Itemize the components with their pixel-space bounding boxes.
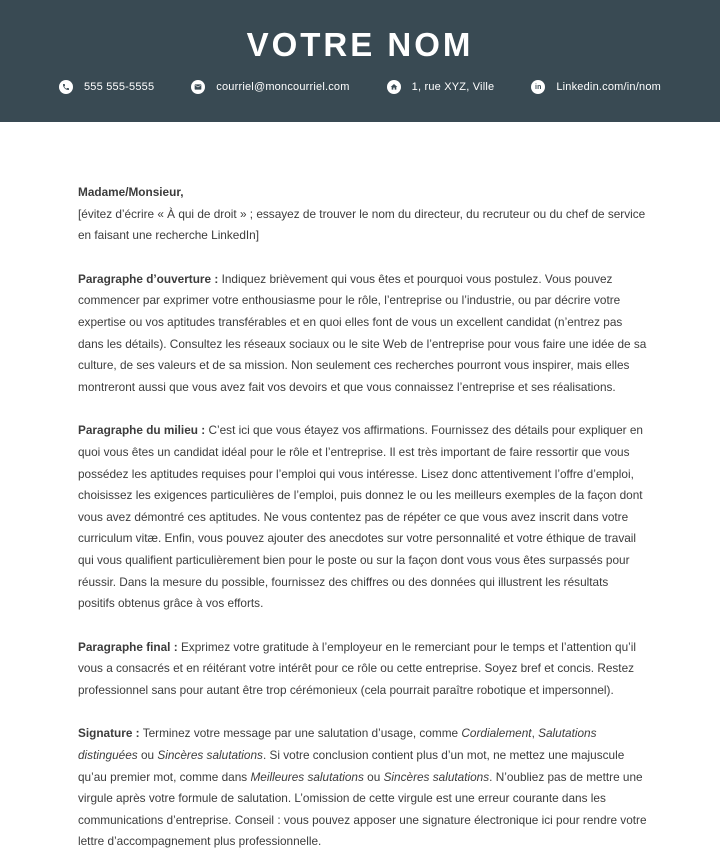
contact-address (387, 80, 495, 94)
signature-seg-8: ou (363, 769, 384, 784)
signature-seg-4: ou (137, 748, 158, 763)
contact-phone (59, 80, 154, 94)
signature-seg-7: Meilleures salutations (250, 769, 364, 784)
signature-seg-10: . N’oubliez pas de mettre une virgule après votre formule de salutation. L’omission de cette virgule est une erreur courante dans les communications d’entreprise. Conseil : vous pouvez apposer une signature électronique ici pour rendre votre lettre d’accompagnement plus professionnelle. (78, 769, 647, 849)
signature-seg-9: Sincères salutations (383, 769, 490, 784)
contact-bar (0, 80, 720, 94)
paragraph-opening-text: Indiquez brièvement qui vous êtes et pourquoi vous postulez. Vous pouvez commencer par exprimer votre enthousiasme pour le rôle, l’entreprise ou l’industrie, ou par décrire votre expertise ou vos aptitudes transférables et en quoi elles font de vous un excellent candidat (n’entrez pas dans les détails). Consultez les réseaux sociaux ou le site Web de l’entreprise pour vous faire une idée de sa culture, de ses valeurs et de sa mission. Non seulement ces recherches pourront vous inspirer, mais elles montreront aussi que vous avez fait vos devoirs et que vous connaissez l’entreprise et ses réalisations. (78, 271, 647, 394)
signature-seg-1: Cordialement (461, 726, 532, 741)
paragraph-middle (78, 420, 648, 614)
greeting: Madame/Monsieur, (78, 185, 184, 199)
contact-email (191, 80, 349, 94)
page-title: VOTRE NOM (246, 26, 474, 63)
phone-number: 555 555-5555 (83, 81, 155, 94)
signature-seg-2: , (531, 726, 539, 741)
paragraph-signature-label: Signature : (78, 726, 140, 741)
letter-body (0, 122, 720, 853)
home-icon (387, 80, 401, 94)
paragraph-final-label: Paragraphe final : (78, 639, 178, 654)
signature-seg-5: Sincères salutations (157, 748, 263, 763)
letter-header (0, 0, 720, 122)
paragraph-signature (78, 723, 648, 853)
email-address: courriel@moncourriel.com (216, 81, 350, 94)
greeting-note: [évitez d’écrire « À qui de droit » ; essayez de trouver le nom du directeur, du recruteur ou du chef de service en faisant une recherche LinkedIn] (78, 206, 646, 243)
phone-icon (59, 80, 73, 94)
linkedin-icon: in (531, 80, 545, 94)
paragraph-middle-label: Paragraphe du milieu : (78, 423, 206, 438)
paragraph-middle-text: C’est ici que vous étayez vos affirmations. Fournissez des détails pour expliquer en quoi vous êtes un candidat idéal pour le rôle et l’entreprise. Il est très important de faire ressortir que vous possédez les aptitudes requises pour l’emploi qui vous intéresse. Lisez donc attentivement l’offre d’emploi, choisissez les exigences particulières de l’emploi, puis donnez le ou les meilleurs exemples de la façon dont vous avez démontré ces aptitudes. Ne vous contentez pas de répéter ce que vous avez inscrit dans votre curriculum vitæ. Enfin, vous pouvez ajouter des anecdotes sur votre personnalité et votre éthique de travail qui vous qualifient particulièrement bien pour le poste ou sur la façon dont vous vous êtes surpassés pour réussir. Dans la mesure du possible, fournissez des chiffres ou des données qui illustrent les résultats positifs obtenus grâce à vos efforts. (78, 423, 643, 611)
email-icon (191, 80, 205, 94)
greeting-block (78, 182, 648, 247)
linkedin-url: Linkedin.com/in/nom (556, 81, 661, 94)
paragraph-final-text: Exprimez votre gratitude à l’employeur en le remerciant pour le temps et l’attention qu’il vous a consacrés et en réitérant votre intérêt pour ce rôle ou cette entreprise. Soyez bref et concis. Restez professionnel sans pour autant être trop cérémonieux (cela pourrait paraître robotique et impersonnel). (78, 639, 636, 697)
contact-linkedin (531, 80, 661, 94)
paragraph-opening-label: Paragraphe d’ouverture : (78, 271, 219, 286)
signature-seg-3: Salutations distinguées (78, 726, 597, 763)
paragraph-final (78, 637, 648, 702)
signature-seg-0: Terminez votre message par une salutation d’usage, comme (142, 726, 462, 741)
street-address: 1, rue XYZ, Ville (411, 81, 495, 94)
signature-seg-6: . Si votre conclusion contient plus d’un mot, ne mettez une majuscule qu’au premier mot, comme dans (78, 748, 625, 784)
paragraph-opening (78, 269, 648, 399)
